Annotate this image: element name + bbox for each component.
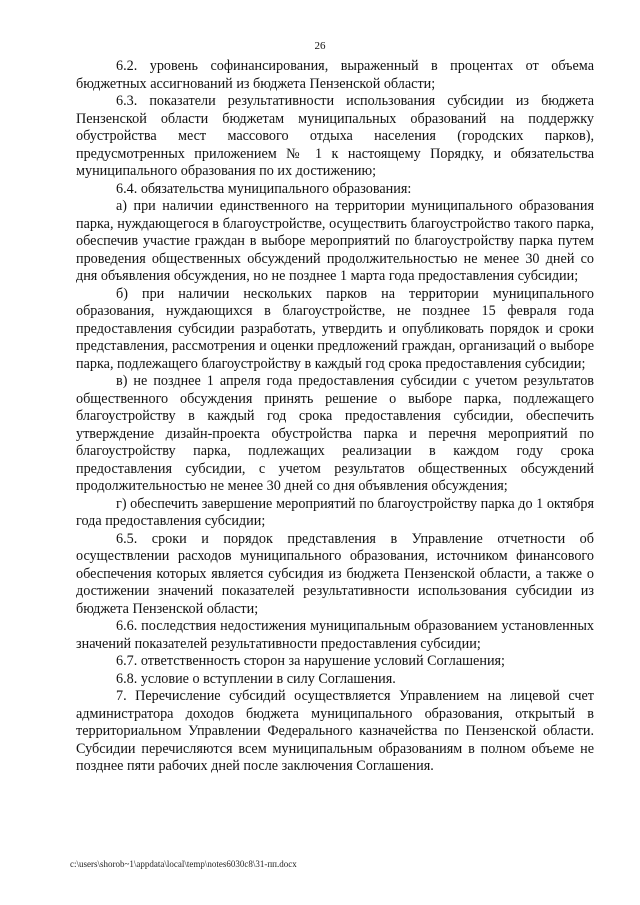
paragraph-6-2: 6.2. уровень софинансирования, выраженный в процентах от объема бюджетных ассигнований из бюджета Пензенской области;: [76, 58, 594, 92]
paragraph-6-5: 6.5. сроки и порядок представления в Управление отчетности об осуществлении расходов муниципального образования, источником финансового обеспечения которых является субсидия из бюджета Пензенской области, а также о достижении значений показателей результативности использования субсидии из бюджета Пензенской области;: [76, 530, 594, 617]
paragraph-6-4-g: г) обеспечить завершение мероприятий по благоустройству парка до 1 октября года предоставления субсидии;: [76, 495, 594, 529]
paragraph-6-8: 6.8. условие о вступлении в силу Соглашения.: [116, 670, 396, 687]
paragraph-6-4: 6.4. обязательства муниципального образования:: [116, 180, 412, 197]
file-path-footer: c:\users\shorob~1\appdata\local\temp\notes6030c8\31-пп.docx: [70, 859, 297, 869]
paragraph-6-4-v: в) не позднее 1 апреля года предоставления субсидии с учетом результатов общественного обсуждения принять решение о выборе парка, подлежащего благоустройству в каждый год срока предоставления субсидии, обеспечить утверждение дизайн-проекта обустройства парка и перечня мероприятий по благоустройству парка, подлежащих реализации в каждом году срока предоставления субсидии, с учетом результатов общественных обсуждений продолжительностью не менее 30 дней со дня объявления обсуждения;: [76, 373, 594, 494]
document-body: [76, 58, 594, 776]
paragraph-6-4-a: а) при наличии единственного на территории муниципального образования парка, нуждающегося в благоустройстве, осуществить благоустройство такого парка, обеспечив участие граждан в выборе мероприятий по благоустройству парка путем проведения общественных обсуждений продолжительностью не менее 30 дней со дня объявления обсуждения, но не позднее 1 марта года предоставления субсидии;: [76, 198, 594, 284]
page-number: 26: [314, 40, 326, 52]
paragraph-7: 7. Перечисление субсидий осуществляется Управлением на лицевой счет администратора доходов бюджета муниципального образования, открытый в территориальном Управлении Федерального казначейства по Пензенской области. Субсидии перечисляются всем муниципальным образованиям в полном объеме не позднее пяти рабочих дней после заключения Соглашения.: [76, 688, 594, 774]
paragraph-6-4-b: б) при наличии нескольких парков на территории муниципального образования, нуждающихся в благоустройстве, не позднее 15 февраля года предоставления субсидии разработать, утвердить и опубликовать порядок и сроки представления, рассмотрения и оценки предложений граждан, организаций о выборе парка, подлежащего благоустройству в каждый год срока предоставления субсидии;: [76, 285, 594, 372]
paragraph-6-7: 6.7. ответственность сторон за нарушение условий Соглашения;: [116, 653, 505, 669]
paragraph-6-6: 6.6. последствия недостижения муниципальным образованием установленных значений показателей результативности предоставления субсидии;: [76, 618, 594, 652]
paragraph-6-3: 6.3. показатели результативности использования субсидии из бюджета Пензенской области бюджетам муниципальных образований на поддержку обустройства мест массового отдыха населения (городских парков), предусмотренных приложением № 1 к настоящему Порядку, и обязательства муниципального образования по их достижению;: [76, 93, 594, 179]
